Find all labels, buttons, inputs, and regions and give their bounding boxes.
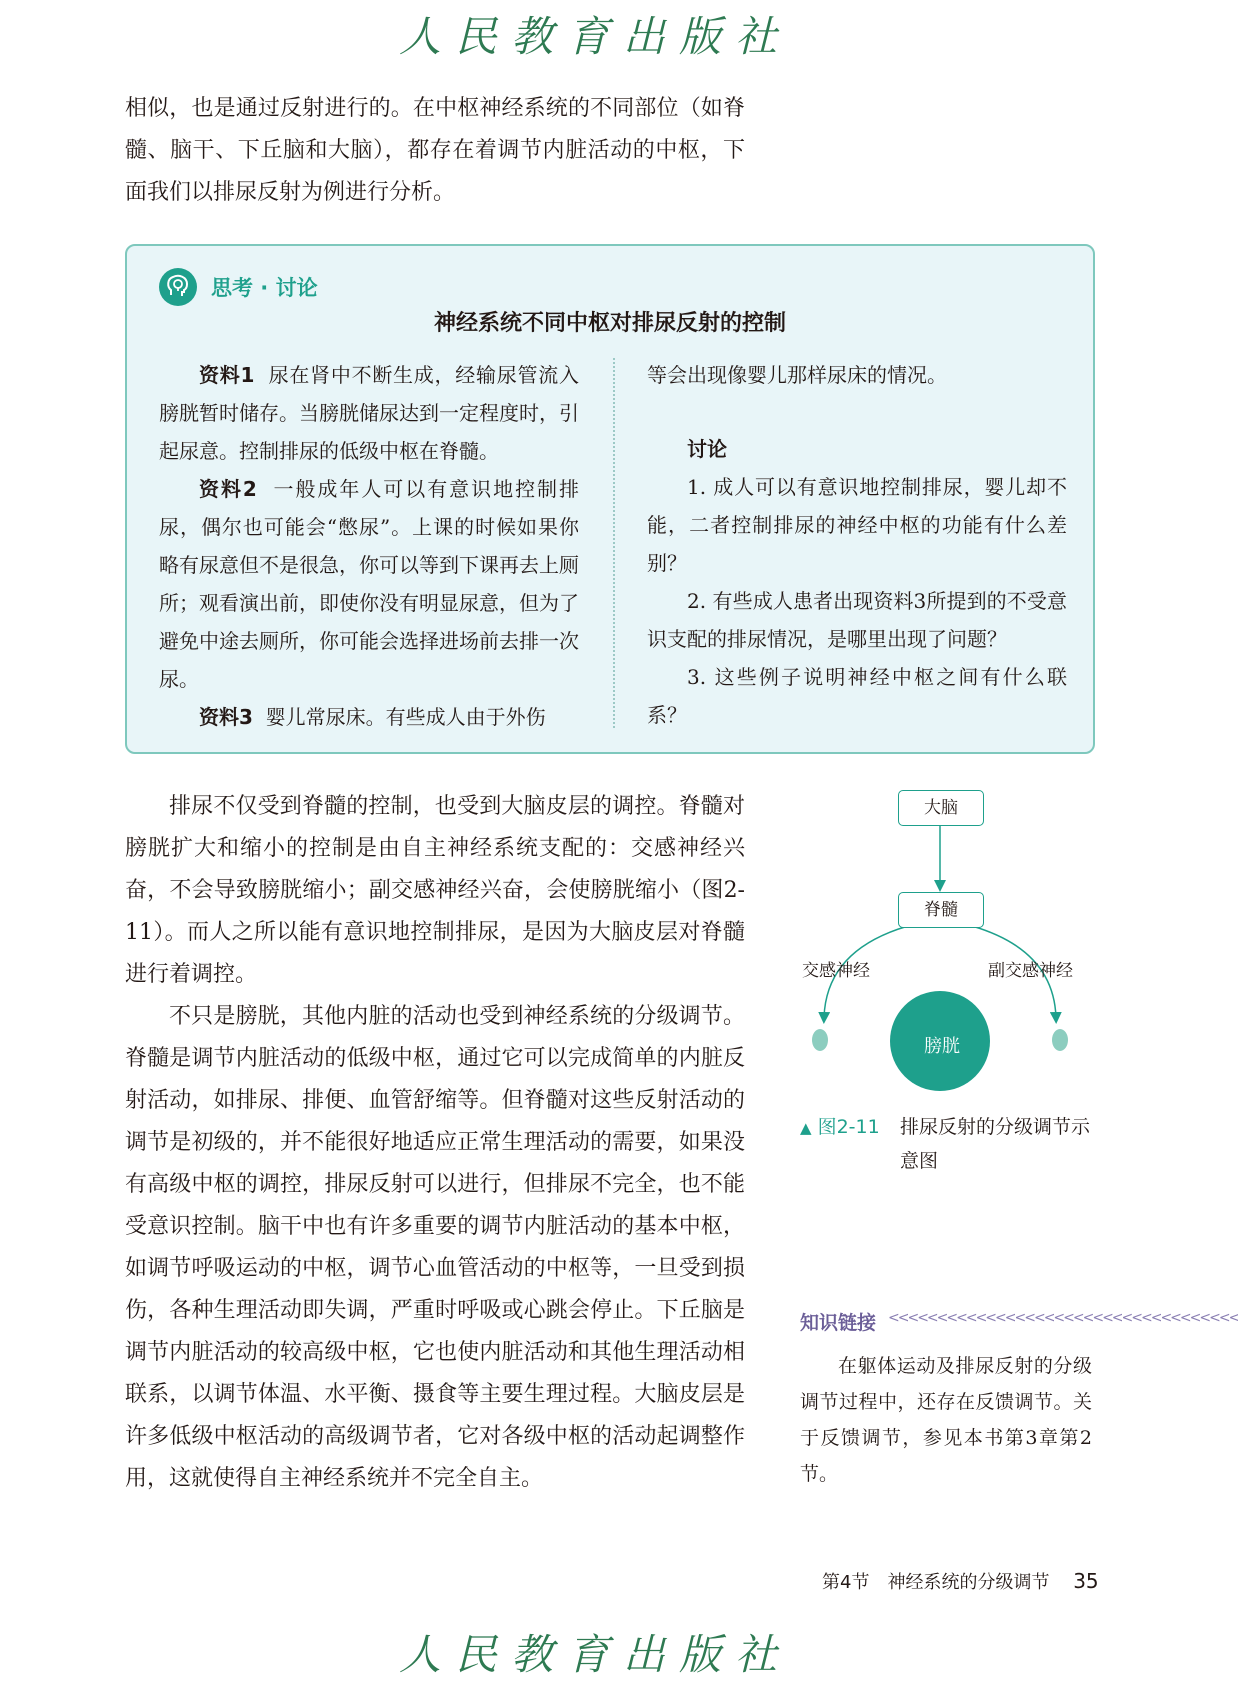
page-footer xyxy=(822,1568,1099,1594)
discussion-label: 思考 · 讨论 xyxy=(211,276,318,300)
label-parasympathetic: 副交感神经 xyxy=(988,961,1073,981)
body-paragraph-2: 不只是膀胱，其他内脏的活动也受到神经系统的分级调节。脊髓是调节内脏活动的低级中枢，通过它可以完成简单的内脏反射活动，如排尿、排便、血管舒缩等。但脊髓对这些反射活动的调节是初级的，并不能很好地适应正常生理活动的需要，如果没有高级中枢的调控，排尿反射可以进行，但排尿不完全，也不能受意识控制。脑干中也有许多重要的调节内脏活动的基本中枢，如调节呼吸运动的中枢，调节心血管活动的中枢等，一旦受到损伤，各种生理活动即失调，严重时呼吸或心跳会停止。下丘脑是调节内脏活动的较高级中枢，它也使内脏活动和其他生理活动相联系，以调节体温、水平衡、摄食等主要生理过程。大脑皮层是许多低级中枢活动的高级调节者，它对各级中枢的活动起调整作用，这就使得自主神经系统并不完全自主。 xyxy=(125,1004,745,1491)
node-brain: 大脑 xyxy=(898,790,984,826)
footer-section: 第4节 神经系统的分级调节 xyxy=(822,1572,1050,1593)
label-sympathetic: 交感神经 xyxy=(802,961,870,981)
knowledge-link-text xyxy=(800,1348,1092,1492)
publisher-watermark-bottom: 人民教育出版社 xyxy=(398,1630,791,1679)
label-bladder: 膀胱 xyxy=(924,1036,960,1057)
column-divider xyxy=(613,358,615,728)
figure-2-11-diagram xyxy=(790,790,1090,1150)
discussion-right-column xyxy=(647,356,1067,734)
figure-caption xyxy=(800,1110,1091,1172)
knowledge-link-paragraph: 在躯体运动及排尿反射的分级调节过程中，还存在反馈调节。关于反馈调节，参见本书第3章第2节。 xyxy=(800,1355,1092,1485)
discussion-left-column xyxy=(159,356,579,736)
material-2 xyxy=(159,470,579,698)
intro-text: 相似，也是通过反射进行的。在中枢神经系统的不同部位（如脊髓、脑干、下丘脑和大脑），都存在着调节内脏活动的中枢，下面我们以排尿反射为例进行分析。 xyxy=(125,96,745,205)
question-2: 2. 有些成人患者出现资料3所提到的不受意识支配的排尿情况，是哪里出现了问题？ xyxy=(647,589,1067,651)
body-paragraph-1: 排尿不仅受到脊髓的控制，也受到大脑皮层的调控。脊髓对膀胱扩大和缩小的控制是由自主神经系统支配的：交感神经兴奋，不会导致膀胱缩小；副交感神经兴奋，会使膀胱缩小（图2-11）。而人之所以能有意识地控制排尿，是因为大脑皮层对脊髓进行着调控。 xyxy=(125,794,745,987)
caption-text: 排尿反射的分级调节示意图 xyxy=(900,1116,1091,1172)
material-3-label: 资料3 xyxy=(199,705,253,729)
material-3-text-part2: 等会出现像婴儿那样尿床的情况。 xyxy=(647,363,947,387)
node-spinal-cord: 脊髓 xyxy=(898,892,984,928)
discussion-title: 神经系统不同中枢对排尿反射的控制 xyxy=(433,311,786,336)
caption-number: 图2-11 xyxy=(817,1116,880,1138)
knowledge-link-chevron-decoration: <<<<<<<<<<<<<<<<<<<<<<<<<<<<<<<<<<<< xyxy=(888,1310,1238,1326)
material-1 xyxy=(159,356,579,470)
caption-triangle-icon: ▲ xyxy=(800,1119,812,1137)
publisher-watermark-top: 人民教育出版社 xyxy=(398,12,791,61)
material-1-text: 尿在肾中不断生成，经输尿管流入膀胱暂时储存。当膀胱储尿达到一定程度时，引起尿意。控制排尿的低级中枢在脊髓。 xyxy=(159,363,579,463)
page-number: 35 xyxy=(1073,1569,1099,1593)
question-1: 1. 成人可以有意识地控制排尿，婴儿却不能，二者控制排尿的神经中枢的功能有什么差别？ xyxy=(647,475,1067,575)
body-text xyxy=(125,786,745,1500)
material-2-label: 资料2 xyxy=(199,477,257,501)
intro-paragraph xyxy=(125,88,745,214)
discussion-heading: 讨论 xyxy=(687,437,727,461)
knowledge-link-title: 知识链接 xyxy=(800,1312,877,1334)
material-2-text: 一般成年人可以有意识地控制排尿，偶尔也可能会“憋尿”。上课的时候如果你略有尿意但不是很急，你可以等到下课再去上厕所；观看演出前，即使你没有明显尿意，但为了避免中途去厕所，你可能会选择进场前去排一次尿。 xyxy=(159,477,579,691)
bladder-left-node xyxy=(812,1029,828,1051)
material-1-label: 资料1 xyxy=(199,363,255,387)
material-3-text-part1: 婴儿常尿床。有些成人由于外伤 xyxy=(265,705,546,729)
lightbulb-head-icon xyxy=(159,268,197,306)
bladder-right-node xyxy=(1052,1029,1068,1051)
material-3 xyxy=(159,698,579,736)
question-3: 3. 这些例子说明神经中枢之间有什么联系？ xyxy=(647,665,1067,727)
discussion-box xyxy=(125,244,1095,754)
